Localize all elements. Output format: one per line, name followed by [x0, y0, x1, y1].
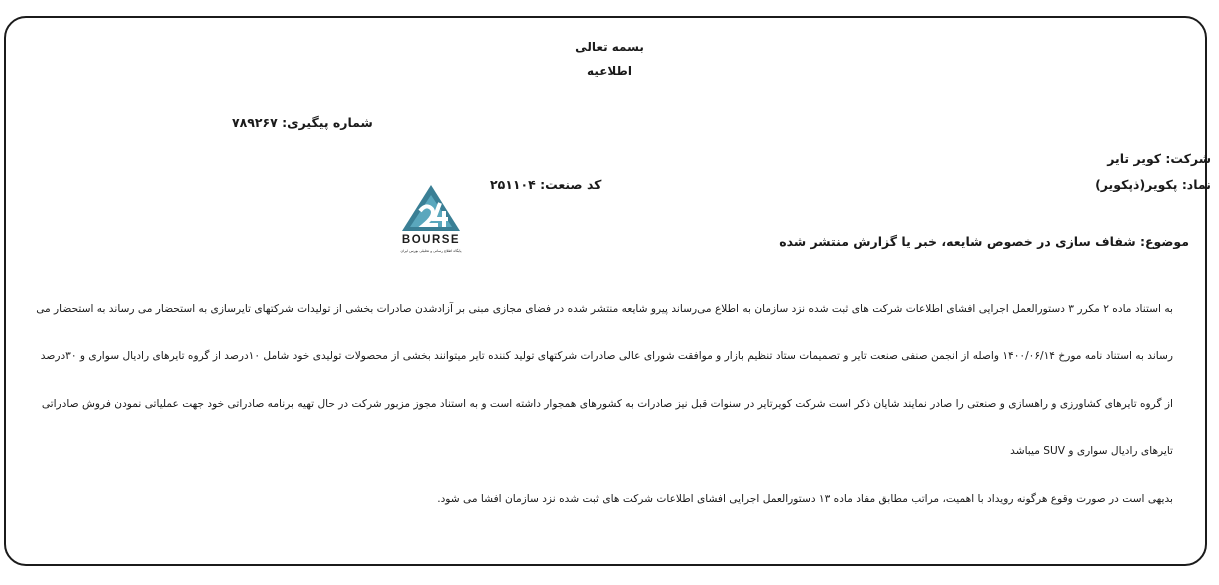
- bourse-logo-icon: [386, 181, 476, 257]
- company-symbol-value: پکویر(ذپکویر): [1095, 177, 1178, 192]
- document-frame: [4, 16, 1207, 566]
- company-name-row: [1107, 151, 1211, 166]
- subject-text: شفاف سازی در خصوص شایعه، خبر یا گزارش منتشر شده: [779, 234, 1136, 249]
- logo-subtext: پایگاه اطلاع رسانی و تحلیلی بورس ایران: [400, 249, 462, 253]
- body-line-1: به استناد ماده ۲ مکرر ۳ دستورالعمل اجرایی افشای اطلاعات شرکت های ثبت شده نزد سازمان به اطلاع می‌رساند پیرو شایعه منتشر شده در فضای مجازی مبنی بر آزادشدن صادرات بخشی از تولیدات شرکتهای تایرسازی به استحضار می رساند به استحضار می: [36, 303, 1173, 315]
- company-symbol-row: [1095, 177, 1211, 192]
- subject-row: [779, 234, 1189, 249]
- bourse-logo: [386, 181, 476, 257]
- notice-title: اطلاعیه: [587, 64, 632, 78]
- logo-text: BOURSE: [401, 234, 461, 246]
- body-line-4: تایرهای رادیال سواری و SUV میباشد: [1010, 445, 1173, 457]
- basmala-heading: بسمه تعالی: [575, 40, 644, 54]
- industry-code-value: ۲۵۱۱۰۴: [490, 177, 536, 192]
- company-name-value: کویر تایر: [1107, 151, 1162, 166]
- tracking-number: [232, 115, 373, 130]
- tracking-label: شماره پیگیری:: [282, 115, 373, 130]
- body-line-5: بدیهی است در صورت وقوع هرگونه رویداد با اهمیت، مراتب مطابق مفاد ماده ۱۳ دستورالعمل اجرایی افشای اطلاعات شرکت های ثبت شده نزد سازمان افشا می شود.: [437, 493, 1173, 505]
- industry-code-label: کد صنعت:: [540, 177, 602, 192]
- industry-code-row: [490, 177, 601, 192]
- company-name-label: شرکت:: [1165, 151, 1211, 166]
- tracking-value: ۷۸۹۲۶۷: [232, 115, 278, 130]
- company-symbol-label: نماد:: [1181, 177, 1211, 192]
- body-line-3: از گروه تایرهای کشاورزی و راهسازی و صنعتی را صادر نمایند شایان ذکر است شرکت کویرتایر در سنوات قبل نیز صادرات به کشورهای همجوار داشته است و به استناد مجوز مزبور شرکت در حال تهیه برنامه صادراتی خود جهت عملیاتی نمودن فروش صادراتی: [41, 398, 1173, 410]
- subject-label: موضوع:: [1139, 234, 1189, 249]
- body-line-2: رساند به استناد نامه مورخ ۱۴۰۰/۰۶/۱۴ واصله از انجمن صنفی صنعت تایر و تصمیمات ستاد تنظیم بازار و موافقت شورای عالی صادرات شرکتهای تولید کننده تایر میتوانند بخشی از محصولات تولیدی خود شامل ۱۰درصد از گروه تایرهای رادیال سواری و ۳۰درصد: [40, 350, 1173, 362]
